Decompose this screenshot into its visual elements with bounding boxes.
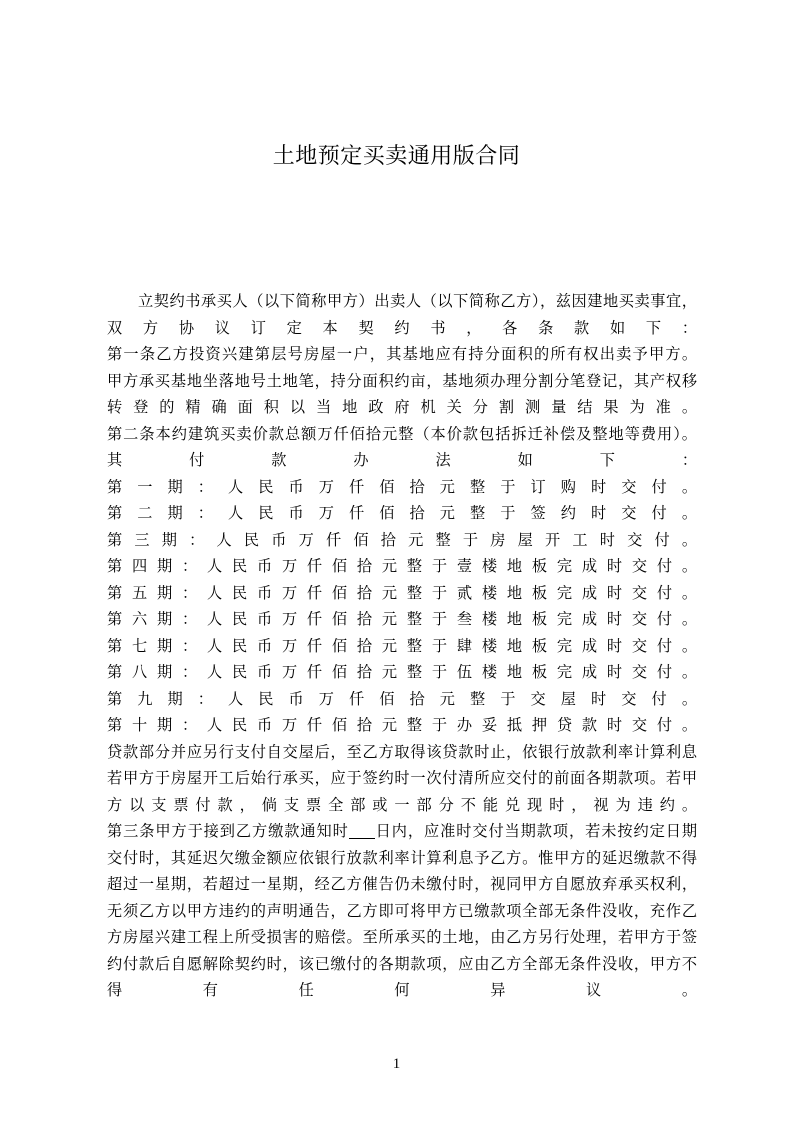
text-line: 第一期：人民币万仟佰拾元整于订购时交付。: [107, 477, 697, 496]
text-line: 超过一星期，若超过一星期，经乙方催告仍未缴付时，视同甲方自愿放弃承买权利，: [107, 875, 697, 893]
text-line: 第六期：人民币万仟佰拾元整于叁楼地板完成时交付。: [107, 610, 697, 628]
text-line: 第七期：人民币万仟佰拾元整于肆楼地板完成时交付。: [107, 636, 697, 655]
text-line: 约付款后自愿解除契约时，该已缴付的各期款项，应由乙方全部无条件没收，甲方不: [107, 954, 697, 973]
text-line: 第三期：人民币万仟佰拾元整于房屋开工时交付。: [107, 530, 697, 549]
text-line: 第十期：人民币万仟佰拾元整于办妥抵押贷款时交付。: [107, 716, 697, 734]
text-line: 其付款办法如下：: [107, 451, 697, 469]
text-line: 第五期：人民币万仟佰拾元整于贰楼地板完成时交付。: [107, 583, 697, 602]
text-line-with-blank: [107, 818, 697, 845]
text-line: 若甲方于房屋开工后始行承买，应于签约时一次付清所应交付的前面各期款项。若甲: [107, 769, 697, 787]
text-line: 第二条本约建筑买卖价款总额万仟佰拾元整（本价款包括拆迁补偿及整地等费用）。: [107, 424, 697, 443]
text-line: 得有任何异议。: [107, 981, 697, 999]
text-line: 甲方承买基地坐落地号土地笔，持分面积约亩，基地须办理分割分笔登记，其产权移: [107, 371, 697, 390]
text-line: 第九期：人民币万仟佰拾元整于交屋时交付。: [107, 689, 697, 708]
page-number: 1: [392, 1056, 401, 1072]
clause-text-after-blank: 日内，应准时交付当期款项，若未按约定日期: [374, 822, 697, 840]
fill-in-blank: [349, 823, 375, 839]
text-line: 无须乙方以甲方违约的声明通告，乙方即可将甲方已缴款项全部无条件没收，充作乙: [107, 901, 697, 920]
text-line: 交付时，其延迟欠缴金额应依银行放款利率计算利息予乙方。惟甲方的延迟缴款不得: [107, 848, 697, 867]
document-title: 土地预定买卖通用版合同: [272, 144, 521, 169]
text-line: 第二期：人民币万仟佰拾元整于签约时交付。: [107, 504, 697, 522]
text-line: 第四期：人民币万仟佰拾元整于壹楼地板完成时交付。: [107, 557, 697, 575]
text-line: 方房屋兴建工程上所受损害的赔偿。至所承买的土地，由乙方另行处理，若甲方于签: [107, 928, 697, 946]
text-line: 方以支票付款，倘支票全部或一部分不能兑现时，视为违约。: [107, 795, 697, 814]
text-line: 双方协议订定本契约书，各条款如下：: [107, 318, 697, 337]
text-line: 转登的精确面积以当地政府机关分割测量结果为准。: [107, 398, 697, 416]
contract-body: [107, 288, 697, 1004]
text-line: 第一条乙方投资兴建第层号房屋一户，其基地应有持分面积的所有权出卖予甲方。: [107, 345, 697, 363]
text-line: 立契约书承买人（以下简称甲方）出卖人（以下简称乙方），兹因建地买卖事宜，: [138, 292, 697, 310]
text-line: 第八期：人民币万仟佰拾元整于伍楼地板完成时交付。: [107, 663, 697, 681]
text-line: 贷款部分并应另行支付自交屋后，至乙方取得该贷款时止，依银行放款利率计算利息: [107, 742, 697, 761]
clause-text-before-blank: 第三条甲方于接到乙方缴款通知时: [107, 822, 349, 840]
